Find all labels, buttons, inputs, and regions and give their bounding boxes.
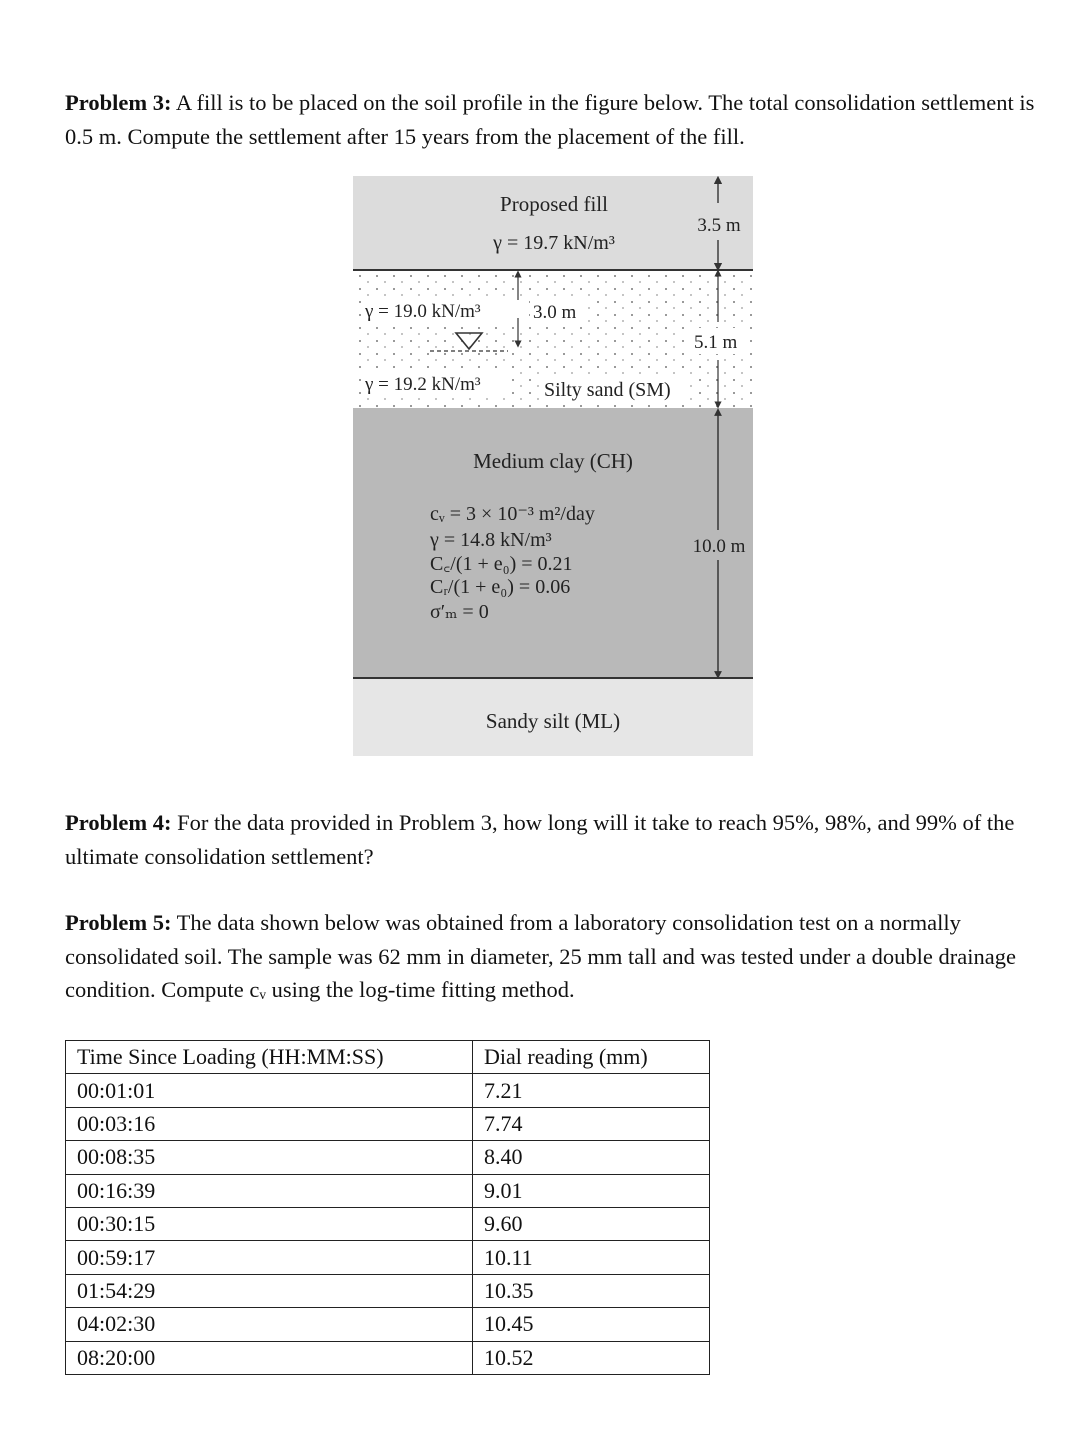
table-row <box>66 1074 710 1107</box>
clay-cc: C꜀/(1 + e₀) = 0.21 <box>430 553 573 575</box>
clay-cv: cᵥ = 3 × 10⁻³ m²/day <box>430 503 595 525</box>
dial-cell: 10.52 <box>473 1341 710 1374</box>
dial-cell: 7.74 <box>473 1107 710 1140</box>
table-header-row <box>66 1041 710 1074</box>
dial-cell: 10.45 <box>473 1308 710 1341</box>
time-cell: 00:30:15 <box>66 1207 473 1240</box>
fill-gamma: γ = 19.7 kN/m³ <box>493 232 615 254</box>
time-cell: 00:08:35 <box>66 1141 473 1174</box>
time-cell: 00:59:17 <box>66 1241 473 1274</box>
clay-sigma: σ′ₘ = 0 <box>430 601 489 623</box>
table-row <box>66 1207 710 1240</box>
time-cell: 00:16:39 <box>66 1174 473 1207</box>
dial-cell: 7.21 <box>473 1074 710 1107</box>
table-row <box>66 1107 710 1140</box>
problem-4-body: For the data provided in Problem 3, how long will it take to reach 95%, 98%, and 99% of the ultimate consolidation settlement? <box>65 810 1015 869</box>
header-time: Time Since Loading (HH:MM:SS) <box>66 1041 473 1074</box>
dial-cell: 10.11 <box>473 1241 710 1274</box>
fill-name: Proposed fill <box>500 192 608 216</box>
sand-gamma-top: γ = 19.0 kN/m³ <box>365 301 481 322</box>
table-row <box>66 1241 710 1274</box>
problem-3-label: Problem 3: <box>65 90 172 115</box>
consolidation-data-table <box>65 1040 710 1375</box>
water-depth-label: 3.0 m <box>533 302 577 323</box>
sand-thickness-label: 5.1 m <box>694 332 738 353</box>
header-dial: Dial reading (mm) <box>473 1041 710 1074</box>
table-row <box>66 1341 710 1374</box>
dial-cell: 9.60 <box>473 1207 710 1240</box>
sand-gamma-bottom: γ = 19.2 kN/m³ <box>365 374 481 395</box>
dial-cell: 8.40 <box>473 1141 710 1174</box>
time-cell: 04:02:30 <box>66 1308 473 1341</box>
clay-cr: Cᵣ/(1 + e₀) = 0.06 <box>430 576 571 598</box>
time-cell: 00:01:01 <box>66 1074 473 1107</box>
table-row <box>66 1141 710 1174</box>
clay-thickness-label: 10.0 m <box>692 536 746 557</box>
problem-5-label: Problem 5: <box>65 910 172 935</box>
problem-3-body: A fill is to be placed on the soil profile in the figure below. The total consolidation settlement is 0.5 m. Compute the settlement after 15 years from the placement of the fill. <box>65 90 1035 149</box>
problem-5-text <box>65 906 1055 1007</box>
sand-name: Silty sand (SM) <box>544 379 671 401</box>
clay-gamma: γ = 14.8 kN/m³ <box>430 529 552 551</box>
problem-4-text <box>65 806 1055 873</box>
soil-profile-figure <box>0 170 1080 790</box>
time-cell: 01:54:29 <box>66 1274 473 1307</box>
table-row <box>66 1274 710 1307</box>
time-cell: 08:20:00 <box>66 1341 473 1374</box>
dial-cell: 10.35 <box>473 1274 710 1307</box>
problem-5-body: The data shown below was obtained from a laboratory consolidation test on a normally consolidated soil. The sample was 62 mm in diameter, 25 mm tall and was tested under a double drainage condition. Compute cᵥ using the log-time fitting method. <box>65 910 1016 1002</box>
table-row <box>66 1174 710 1207</box>
table-row <box>66 1308 710 1341</box>
clay-name: Medium clay (CH) <box>473 449 633 473</box>
problem-4-label: Problem 4: <box>65 810 172 835</box>
problem-3-text <box>65 86 1055 153</box>
fill-thickness-label: 3.5 m <box>697 215 741 236</box>
silt-name: Sandy silt (ML) <box>485 709 621 733</box>
time-cell: 00:03:16 <box>66 1107 473 1140</box>
dial-cell: 9.01 <box>473 1174 710 1207</box>
